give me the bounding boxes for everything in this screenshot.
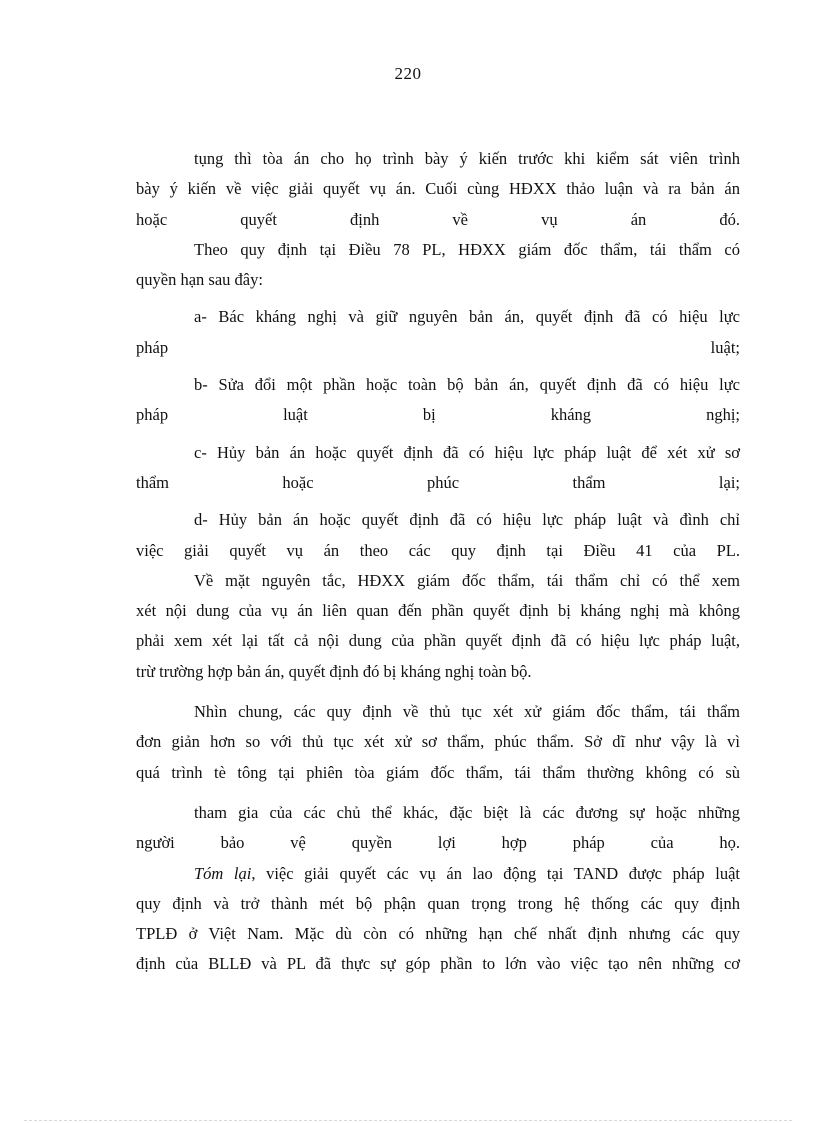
text-line: việc giải quyết vụ án theo các quy định tại Điều 41 của PL. bbox=[136, 540, 740, 560]
text-line: pháp luật; bbox=[136, 337, 740, 357]
text-line: Theo quy định tại Điều 78 PL, HĐXX giám đốc thẩm, tái thẩm có bbox=[194, 239, 740, 259]
page-number: 220 bbox=[394, 64, 422, 83]
text-line: d- Hủy bản án hoặc quyết định đã có hiệu lực pháp luật và đình chỉ bbox=[194, 510, 740, 530]
text-line: thẩm hoặc phúc thẩm lại; bbox=[136, 472, 740, 492]
text-line: quá trình tè tông tại phiên tòa giám đốc thẩm, tái thẩm thường không có sù bbox=[136, 762, 740, 782]
text-line: tham gia của các chủ thể khác, đặc biệt là các đương sự hoặc những bbox=[194, 802, 740, 822]
text-line: hoặc quyết định về vụ án đó. bbox=[136, 209, 740, 229]
text-line: c- Hủy bản án hoặc quyết định đã có hiệu lực pháp luật để xét xử sơ bbox=[194, 442, 740, 462]
text-line: bày ý kiến về việc giải quyết vụ án. Cuối cùng HĐXX thảo luận và ra bản án bbox=[136, 179, 740, 199]
text-line: a- Bác kháng nghị và giữ nguyên bản án, quyết định đã có hiệu lực bbox=[194, 307, 740, 327]
text-line: pháp luật bị kháng nghị; bbox=[136, 405, 740, 425]
text-line: xét nội dung của vụ án liên quan đến phần quyết định bị kháng nghị mà không bbox=[136, 601, 740, 621]
text-line bbox=[136, 859, 740, 889]
text-line: định của BLLĐ và PL đã thực sự góp phần to lớn vào việc tạo nên những cơ bbox=[136, 954, 740, 974]
text-line: quy định và trở thành mét bộ phận quan trọng trong hệ thống các quy định bbox=[136, 893, 740, 913]
text-line: phải xem xét lại tất cả nội dung của phần quyết định đã có hiệu lực pháp luật, bbox=[136, 631, 740, 651]
text-line: người bảo vệ quyền lợi hợp pháp của họ. bbox=[136, 833, 740, 853]
text-line-rest: , việc giải quyết các vụ án lao động tại TAND được pháp luật bbox=[251, 863, 740, 883]
text-line: tụng thì tòa án cho họ trình bày ý kiến trước khi kiểm sát viên trình bbox=[194, 149, 740, 168]
italic-phrase: Tóm lại bbox=[194, 863, 252, 883]
text-line: TPLĐ ở Việt Nam. Mặc dù còn có những hạn chế nhất định nhưng các quy bbox=[136, 924, 740, 944]
text-line: b- Sửa đổi một phần hoặc toàn bộ bản án, quyết định đã có hiệu lực bbox=[194, 375, 740, 395]
text-line: Về mặt nguyên tắc, HĐXX giám đốc thẩm, tái thẩm chỉ có thể xem bbox=[194, 570, 740, 590]
text-line: Nhìn chung, các quy định về thủ tục xét xử giám đốc thẩm, tái thẩm bbox=[194, 702, 740, 722]
text-line: đơn giản hơn so với thủ tục xét xử sơ thẩm, phúc thẩm. Sở dĩ như vậy là vì bbox=[136, 732, 740, 752]
text-line: quyền hạn sau đây: bbox=[136, 270, 263, 290]
text-line: trừ trường hợp bản án, quyết định đó bị kháng nghị toàn bộ. bbox=[136, 661, 532, 681]
body-text bbox=[136, 144, 740, 980]
footer-divider bbox=[24, 1120, 792, 1121]
